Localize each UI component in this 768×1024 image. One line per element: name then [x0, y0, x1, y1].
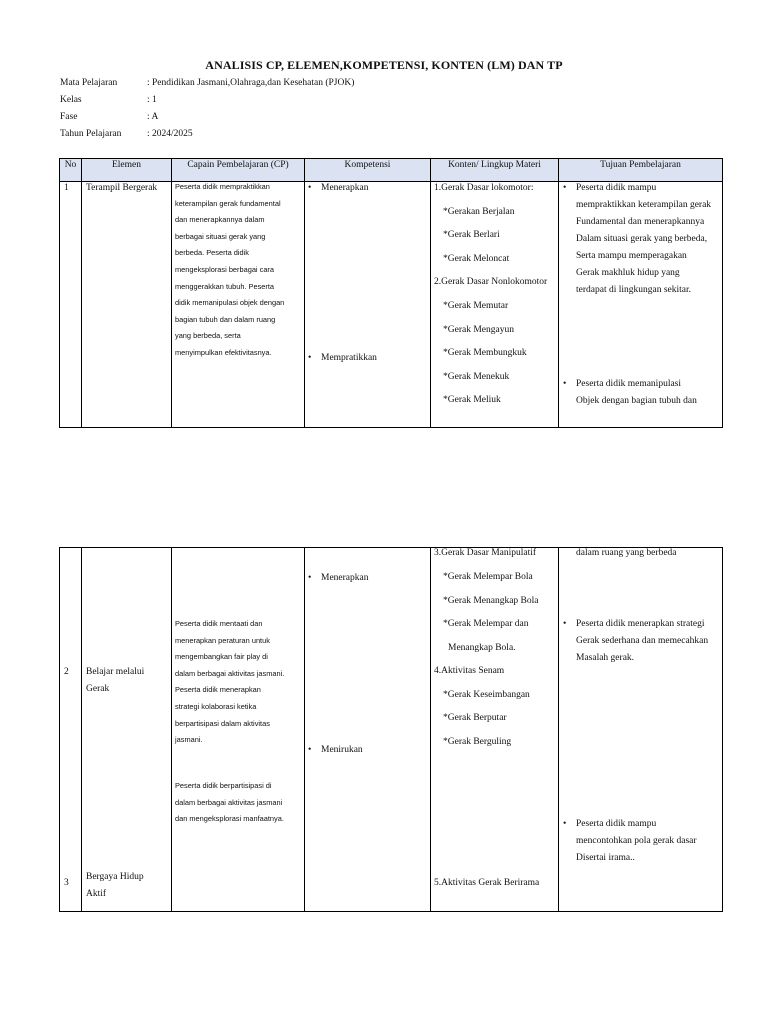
tujuan-item: • Peserta didik mampu mempraktikkan keterampilan gerak Fundamental dan menerapkannya Dalam situasi gerak yang berbeda, Serta mampu memperagakan Gerak makhluk hidup yang terdapat di lingkungan sekitar. — [576, 180, 711, 299]
cell-konten — [431, 182, 559, 428]
cell-tujuan — [559, 548, 723, 912]
cell-tujuan — [559, 182, 723, 428]
konten-item: *Gerakan Berjalan — [443, 207, 515, 217]
konten-item: *Gerak Menangkap Bola — [443, 596, 539, 606]
header-konten: Konten/ Lingkup Materi — [431, 159, 559, 182]
tujuan-continuation: dalam ruang yang berbeda — [576, 548, 677, 558]
header-elemen: Elemen — [82, 159, 172, 182]
konten-item: *Gerak Mengayun — [443, 325, 514, 335]
kompetensi-item: • Menirukan — [321, 745, 363, 755]
konten-item: *Gerak Meloncat — [443, 254, 510, 264]
konten-item: *Gerak Meliuk — [443, 395, 501, 405]
table-header-row — [60, 159, 723, 182]
meta-value: : 2024/2025 — [147, 129, 193, 139]
analysis-table-part1 — [59, 158, 723, 428]
konten-heading: 5.Aktivitas Gerak Berirama — [434, 878, 540, 888]
analysis-table-part2 — [59, 547, 723, 912]
cell-kompetensi — [305, 182, 431, 428]
kompetensi-item: • Menerapkan — [321, 183, 368, 193]
tujuan-item: • Peserta didik menerapkan strategi Gerak sederhana dan memecahkan Masalah gerak. — [576, 616, 708, 667]
konten-item: *Gerak Menekuk — [443, 372, 510, 382]
kompetensi-item: • Menerapkan — [321, 573, 368, 583]
table-row — [60, 182, 723, 428]
elemen-text: Belajar melalui Gerak — [86, 667, 145, 694]
kompetensi-item: • Mempratikkan — [321, 353, 377, 363]
konten-item: *Gerak Melempar dan — [443, 619, 529, 629]
meta-key: Tahun Pelajaran — [60, 129, 122, 139]
document-title: ANALISIS CP, ELEMEN,KOMPETENSI, KONTEN (LM) DAN TP — [205, 58, 563, 72]
konten-item: *Gerak Berlari — [443, 230, 500, 240]
meta-key: Kelas — [60, 95, 82, 105]
konten-item: *Gerak Membungkuk — [443, 348, 527, 358]
table-row — [60, 548, 723, 912]
konten-heading: 3.Gerak Dasar Manipulatif — [434, 548, 537, 558]
cp-text: Peserta didik mempraktikkan keterampilan gerak fundamental dan menerapkannya dalam berbagai situasi gerak yang berbeda. Peserta didik mengeksplorasi berbagai cara menggerakkan tubuh. Peserta didik memanipulasi objek dengan bagian tubuh dan dalam ruang yang berbeda, serta menyimpulkan efektivitasnya. — [175, 182, 285, 357]
header-kompetensi: Kompetensi — [305, 159, 431, 182]
meta-key: Fase — [60, 112, 78, 122]
meta-key: Mata Pelajaran — [60, 78, 118, 88]
konten-item: *Gerak Berguling — [443, 737, 512, 747]
tujuan-item: • Peserta didik mampu mencontohkan pola gerak dasar Disertai irama.. — [576, 816, 697, 867]
meta-value: : A — [147, 112, 159, 122]
konten-heading: 4.Aktivitas Senam — [434, 666, 505, 676]
cp-text: Peserta didik mentaati dan menerapkan peraturan untuk mengembangkan fair play di dalam berbagai aktivitas jasmani. Peserta didik menerapkan strategi kolaborasi ketika berpartisipasi dalam aktivitas jasmani. — [175, 619, 285, 745]
elemen-text: Bergaya Hidup Aktif — [86, 872, 144, 899]
cell-cp — [172, 548, 305, 912]
cp-text: Peserta didik berpartisipasi di dalam berbagai aktivitas jasmani dan mengeksplorasi manfaatnya. — [175, 781, 284, 824]
konten-item: *Gerak Keseimbangan — [443, 690, 530, 700]
row-number: 1 — [64, 183, 69, 193]
cell-elemen — [82, 182, 172, 428]
row-number: 3 — [64, 878, 69, 888]
cell-no — [60, 548, 82, 912]
cell-elemen — [82, 548, 172, 912]
meta-value: : Pendidikan Jasmani,Olahraga,dan Kesehatan (PJOK) — [147, 78, 355, 88]
konten-item: *Gerak Melempar Bola — [443, 572, 533, 582]
row-number: 2 — [64, 667, 69, 677]
cell-cp — [172, 182, 305, 428]
konten-item: *Gerak Berputar — [443, 713, 507, 723]
elemen-text: Terampil Bergerak — [86, 183, 158, 193]
konten-item: *Gerak Memutar — [443, 301, 509, 311]
cell-kompetensi — [305, 548, 431, 912]
cell-no — [60, 182, 82, 428]
konten-heading: 1.Gerak Dasar lokomotor: — [434, 183, 534, 193]
header-tujuan: Tujuan Pembelajaran — [559, 159, 723, 182]
tujuan-item: • Peserta didik memanipulasi Objek dengan bagian tubuh dan — [576, 376, 697, 410]
konten-heading: 2.Gerak Dasar Nonlokomotor — [434, 277, 548, 287]
header-cp: Capain Pembelajaran (CP) — [172, 159, 305, 182]
header-no: No — [60, 159, 82, 182]
konten-item: Menangkap Bola. — [448, 643, 516, 653]
cell-konten — [431, 548, 559, 912]
meta-value: : 1 — [147, 95, 157, 105]
